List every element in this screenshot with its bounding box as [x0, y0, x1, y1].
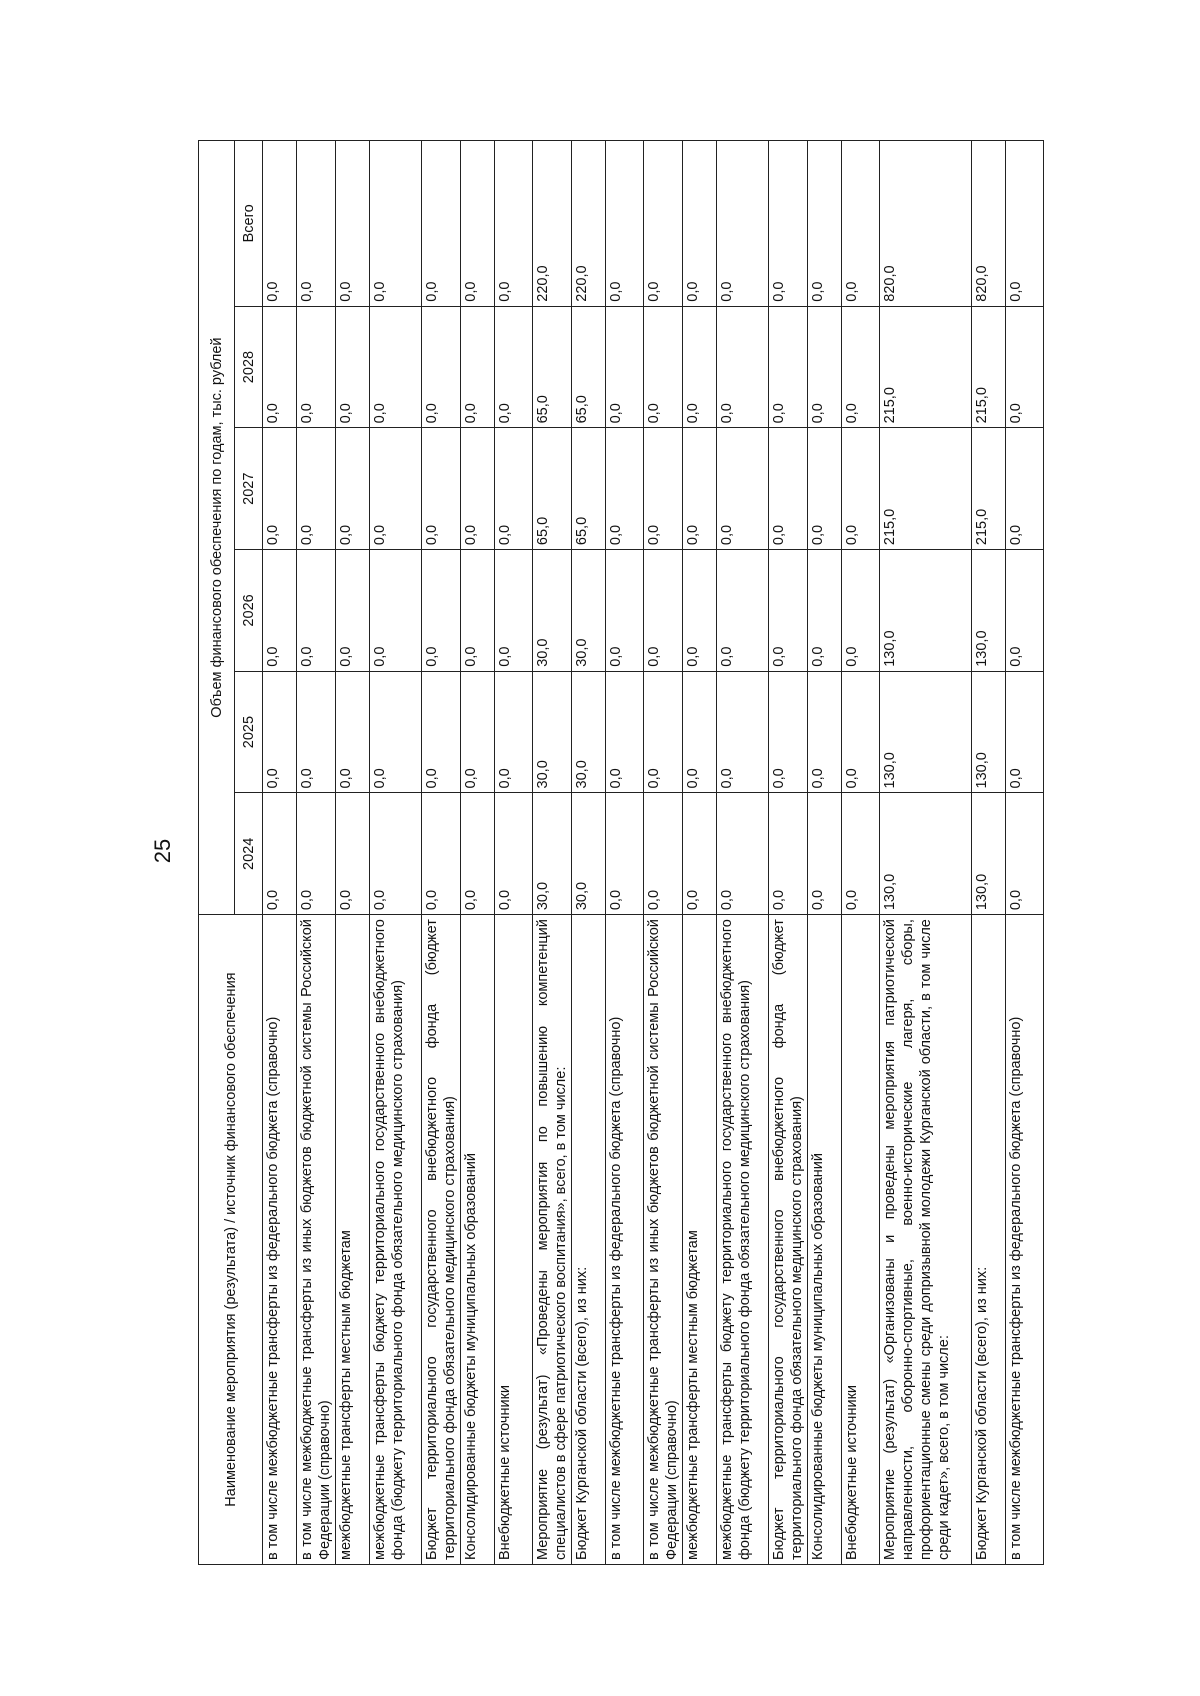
year-value-cell: 130,0	[880, 550, 972, 672]
source-name-cell: Бюджет территориального государственного внебюджетного фонда (бюджет территориального фонда обязательного медицинского страхования)	[422, 915, 461, 1565]
year-value-cell: 215,0	[880, 306, 972, 428]
year-value-cell: 0,0	[461, 306, 495, 428]
source-name-cell: межбюджетные трансферты местным бюджетам	[336, 915, 370, 1565]
total-value-cell: 0,0	[461, 141, 495, 307]
table-row	[336, 141, 370, 1565]
table-row	[972, 141, 1006, 1565]
total-value-cell: 0,0	[495, 141, 533, 307]
year-value-cell: 0,0	[370, 793, 422, 915]
header-volume-column: Объем финансового обеспечения по годам, тыс. рублей	[199, 141, 235, 915]
source-name-cell: Консолидированные бюджеты муниципальных образований	[808, 915, 842, 1565]
year-value-cell: 0,0	[263, 306, 297, 428]
year-value-cell: 0,0	[422, 306, 461, 428]
year-value-cell: 0,0	[808, 793, 842, 915]
table-row	[717, 141, 769, 1565]
total-value-cell: 0,0	[717, 141, 769, 307]
year-value-cell: 0,0	[263, 550, 297, 672]
year-value-cell: 0,0	[644, 793, 683, 915]
year-value-cell: 30,0	[572, 793, 606, 915]
year-value-cell: 215,0	[972, 306, 1006, 428]
table-row	[461, 141, 495, 1565]
source-name-cell: в том числе межбюджетные трансферты из федерального бюджета (справочно)	[263, 915, 297, 1565]
source-name-cell: Бюджет Курганской области (всего), из них:	[572, 915, 606, 1565]
year-value-cell: 0,0	[644, 671, 683, 793]
year-value-cell: 0,0	[263, 793, 297, 915]
year-value-cell: 0,0	[644, 428, 683, 550]
year-value-cell: 215,0	[972, 428, 1006, 550]
year-value-cell: 0,0	[717, 550, 769, 672]
page-number: 25	[150, 838, 175, 864]
table-row	[644, 141, 683, 1565]
year-value-cell: 0,0	[808, 671, 842, 793]
year-value-cell: 0,0	[336, 671, 370, 793]
year-value-cell: 0,0	[370, 428, 422, 550]
year-value-cell: 0,0	[461, 793, 495, 915]
header-year: 2025	[235, 671, 263, 793]
year-value-cell: 130,0	[880, 793, 972, 915]
year-value-cell: 0,0	[683, 671, 717, 793]
total-value-cell: 0,0	[1006, 141, 1044, 307]
total-value-cell: 0,0	[769, 141, 808, 307]
year-value-cell: 0,0	[644, 306, 683, 428]
total-value-cell: 0,0	[263, 141, 297, 307]
year-value-cell: 0,0	[461, 428, 495, 550]
year-value-cell: 130,0	[972, 550, 1006, 672]
year-value-cell: 0,0	[842, 671, 880, 793]
year-value-cell: 0,0	[422, 671, 461, 793]
year-value-cell: 0,0	[606, 671, 644, 793]
source-name-cell: межбюджетные трансферты местным бюджетам	[683, 915, 717, 1565]
year-value-cell: 0,0	[842, 793, 880, 915]
year-value-cell: 0,0	[683, 793, 717, 915]
table-row	[422, 141, 461, 1565]
table-row	[572, 141, 606, 1565]
year-value-cell: 0,0	[1006, 793, 1044, 915]
table-row	[842, 141, 880, 1565]
table-row	[297, 141, 336, 1565]
total-value-cell: 0,0	[336, 141, 370, 307]
year-value-cell: 0,0	[263, 671, 297, 793]
table-row	[606, 141, 644, 1565]
year-value-cell: 65,0	[533, 428, 572, 550]
year-value-cell: 0,0	[808, 428, 842, 550]
year-value-cell: 0,0	[422, 793, 461, 915]
year-value-cell: 0,0	[495, 306, 533, 428]
year-value-cell: 0,0	[336, 428, 370, 550]
year-value-cell: 130,0	[972, 793, 1006, 915]
year-value-cell: 0,0	[1006, 550, 1044, 672]
year-value-cell: 0,0	[606, 793, 644, 915]
year-value-cell: 0,0	[370, 671, 422, 793]
table-row	[769, 141, 808, 1565]
year-value-cell: 0,0	[606, 306, 644, 428]
header-year: 2026	[235, 550, 263, 672]
total-value-cell: 0,0	[644, 141, 683, 307]
table-row	[263, 141, 297, 1565]
year-value-cell: 0,0	[370, 550, 422, 672]
year-value-cell: 0,0	[297, 306, 336, 428]
year-value-cell: 0,0	[495, 793, 533, 915]
year-value-cell: 0,0	[842, 428, 880, 550]
year-value-cell: 0,0	[717, 306, 769, 428]
year-value-cell: 0,0	[1006, 306, 1044, 428]
year-value-cell: 30,0	[572, 550, 606, 672]
year-value-cell: 0,0	[461, 671, 495, 793]
year-value-cell: 0,0	[336, 550, 370, 672]
rotated-table-container	[198, 140, 1078, 1565]
year-value-cell: 0,0	[297, 793, 336, 915]
year-value-cell: 30,0	[572, 671, 606, 793]
source-name-cell: Внебюджетные источники	[842, 915, 880, 1565]
year-value-cell: 0,0	[370, 306, 422, 428]
year-value-cell: 130,0	[972, 671, 1006, 793]
year-value-cell: 0,0	[495, 671, 533, 793]
total-value-cell: 220,0	[533, 141, 572, 307]
year-value-cell: 30,0	[533, 671, 572, 793]
year-value-cell: 130,0	[880, 671, 972, 793]
year-value-cell: 0,0	[1006, 428, 1044, 550]
year-value-cell: 0,0	[263, 428, 297, 550]
total-value-cell: 0,0	[808, 141, 842, 307]
table-row	[370, 141, 422, 1565]
year-value-cell: 0,0	[495, 428, 533, 550]
header-total: Всего	[235, 141, 263, 307]
source-name-cell: Консолидированные бюджеты муниципальных образований	[461, 915, 495, 1565]
measure-title-cell: Мероприятие (результат) «Проведены мероприятия по повышению компетенций специалистов в сфере патриотического воспитания», всего, в том числе:	[533, 915, 572, 1565]
year-value-cell: 0,0	[336, 306, 370, 428]
table-row	[1006, 141, 1044, 1565]
table-row	[880, 141, 972, 1565]
source-name-cell: Бюджет Курганской области (всего), из них:	[972, 915, 1006, 1565]
source-name-cell: Бюджет территориального государственного внебюджетного фонда (бюджет территориального фонда обязательного медицинского страхования)	[769, 915, 808, 1565]
year-value-cell: 0,0	[422, 550, 461, 672]
year-value-cell: 0,0	[683, 428, 717, 550]
year-value-cell: 0,0	[842, 550, 880, 672]
year-value-cell: 65,0	[572, 306, 606, 428]
total-value-cell: 0,0	[422, 141, 461, 307]
year-value-cell: 0,0	[297, 550, 336, 672]
year-value-cell: 0,0	[297, 671, 336, 793]
source-name-cell: межбюджетные трансферты бюджету территориального государственного внебюджетного фонда (бюджету территориального фонда обязательного медицинского страхования)	[717, 915, 769, 1565]
table-body	[263, 141, 1044, 1565]
year-value-cell: 0,0	[717, 428, 769, 550]
year-value-cell: 0,0	[683, 306, 717, 428]
year-value-cell: 0,0	[769, 550, 808, 672]
total-value-cell: 0,0	[842, 141, 880, 307]
year-value-cell: 30,0	[533, 793, 572, 915]
header-year: 2027	[235, 428, 263, 550]
source-name-cell: в том числе межбюджетные трансферты из иных бюджетов бюджетной системы Российской Федерации (справочно)	[297, 915, 336, 1565]
table-row	[683, 141, 717, 1565]
year-value-cell: 0,0	[644, 550, 683, 672]
year-value-cell: 30,0	[533, 550, 572, 672]
year-value-cell: 215,0	[880, 428, 972, 550]
year-value-cell: 0,0	[297, 428, 336, 550]
total-value-cell: 220,0	[572, 141, 606, 307]
year-value-cell: 0,0	[422, 428, 461, 550]
year-value-cell: 0,0	[808, 306, 842, 428]
header-name-column: Наименование мероприятия (результата) / источник финансового обеспечения	[199, 915, 263, 1565]
year-value-cell: 0,0	[1006, 671, 1044, 793]
year-value-cell: 65,0	[572, 428, 606, 550]
year-value-cell: 0,0	[808, 550, 842, 672]
year-value-cell: 0,0	[336, 793, 370, 915]
year-value-cell: 0,0	[717, 671, 769, 793]
year-value-cell: 0,0	[606, 428, 644, 550]
total-value-cell: 820,0	[880, 141, 972, 307]
table-row	[495, 141, 533, 1565]
table-row	[533, 141, 572, 1565]
table-row	[808, 141, 842, 1565]
source-name-cell: Внебюджетные источники	[495, 915, 533, 1565]
total-value-cell: 0,0	[370, 141, 422, 307]
year-value-cell: 0,0	[683, 550, 717, 672]
total-value-cell: 820,0	[972, 141, 1006, 307]
total-value-cell: 0,0	[606, 141, 644, 307]
year-value-cell: 0,0	[495, 550, 533, 672]
year-value-cell: 0,0	[769, 428, 808, 550]
year-value-cell: 65,0	[533, 306, 572, 428]
year-value-cell: 0,0	[717, 793, 769, 915]
total-value-cell: 0,0	[683, 141, 717, 307]
financing-table	[198, 140, 1044, 1565]
year-value-cell: 0,0	[842, 306, 880, 428]
source-name-cell: в том числе межбюджетные трансферты из иных бюджетов бюджетной системы Российской Федерации (справочно)	[644, 915, 683, 1565]
year-value-cell: 0,0	[769, 793, 808, 915]
total-value-cell: 0,0	[297, 141, 336, 307]
source-name-cell: в том числе межбюджетные трансферты из федерального бюджета (справочно)	[1006, 915, 1044, 1565]
measure-title-cell: Мероприятие (результат) «Организованы и проведены мероприятия патриотической направленности, оборонно-спортивные, военно-исторические лагеря, сборы, профориентационные смены среди допризывной молодежи Курганской области, в том числе среди кадет», всего, в том числе:	[880, 915, 972, 1565]
header-year: 2028	[235, 306, 263, 428]
header-year: 2024	[235, 793, 263, 915]
year-value-cell: 0,0	[769, 306, 808, 428]
source-name-cell: в том числе межбюджетные трансферты из федерального бюджета (справочно)	[606, 915, 644, 1565]
source-name-cell: межбюджетные трансферты бюджету территориального государственного внебюджетного фонда (бюджету территориального фонда обязательного медицинского страхования)	[370, 915, 422, 1565]
year-value-cell: 0,0	[461, 550, 495, 672]
year-value-cell: 0,0	[606, 550, 644, 672]
year-value-cell: 0,0	[769, 671, 808, 793]
